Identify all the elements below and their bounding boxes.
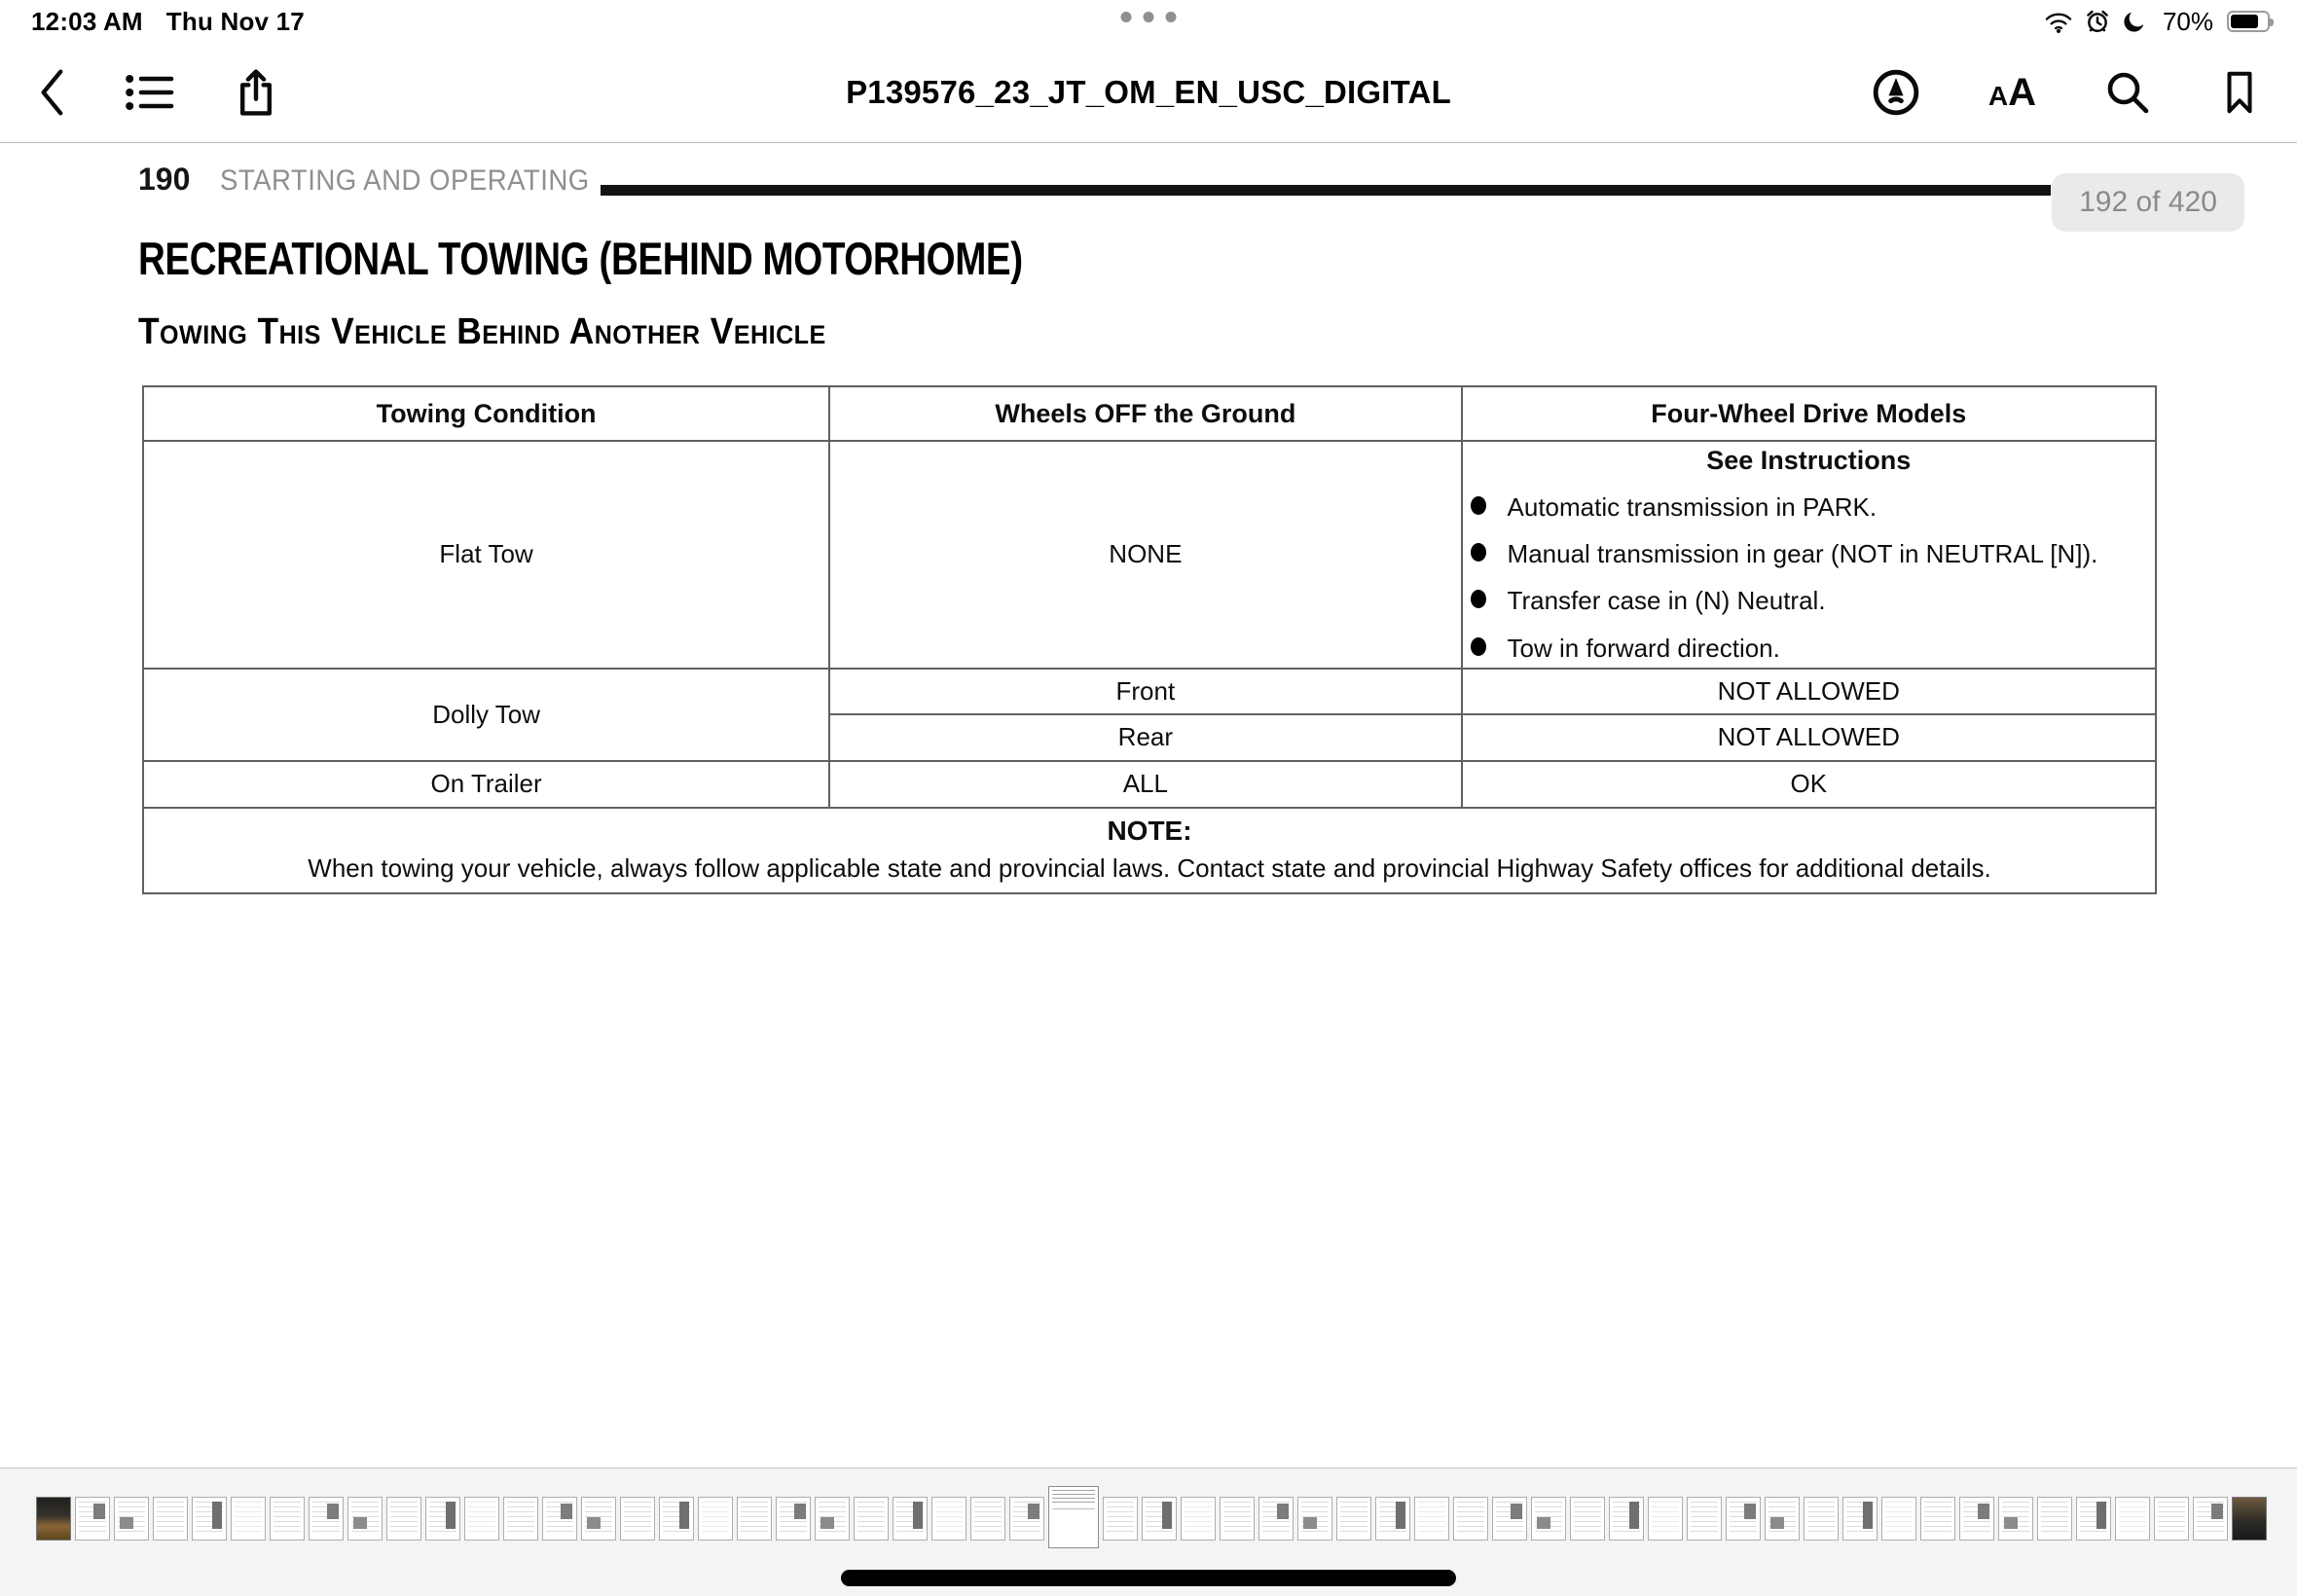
page-thumbnail[interactable] <box>2115 1497 2150 1541</box>
page-thumbnail[interactable] <box>1570 1497 1605 1541</box>
back-button[interactable] <box>37 67 66 118</box>
page-thumbnail[interactable] <box>2193 1497 2228 1541</box>
page-thumbnail[interactable] <box>1531 1497 1566 1541</box>
share-button[interactable] <box>234 65 278 120</box>
page-number: 190 <box>138 162 191 197</box>
page-thumbnail[interactable] <box>1220 1497 1255 1541</box>
status-time: 12:03 AM <box>31 6 143 36</box>
col-header-four-wheel-drive: Four-Wheel Drive Models <box>1462 386 2156 441</box>
current-page-thumbnail[interactable] <box>1048 1486 1099 1548</box>
cell-flat-tow-instructions <box>1462 441 2156 669</box>
page-thumbnail[interactable] <box>581 1497 616 1541</box>
multitask-dots-handle[interactable] <box>1121 12 1177 22</box>
list-item: Transfer case in (N) Neutral. <box>1471 586 2147 616</box>
page-thumbnail[interactable] <box>1765 1497 1800 1541</box>
cell-dolly-front-status: NOT ALLOWED <box>1462 669 2156 714</box>
page-thumbnail[interactable] <box>1336 1497 1371 1541</box>
page-thumbnail[interactable] <box>1453 1497 1488 1541</box>
page-thumbnail[interactable] <box>192 1497 227 1541</box>
cell-dolly-tow: Dolly Tow <box>143 669 829 761</box>
page-thumbnail[interactable] <box>114 1497 149 1541</box>
page-position-badge: 192 of 420 <box>2052 173 2244 232</box>
instructions-list <box>1471 492 2147 664</box>
document-title: P139576_23_JT_OM_EN_USC_DIGITAL <box>846 74 1451 110</box>
table-header-row <box>143 386 2156 441</box>
page-thumbnail[interactable] <box>1687 1497 1722 1541</box>
list-item: Automatic transmission in PARK. <box>1471 492 2147 523</box>
page-thumbnail[interactable] <box>815 1497 850 1541</box>
battery-icon <box>2227 11 2270 32</box>
section-title: STARTING AND OPERATING <box>220 164 590 197</box>
page-thumbnail[interactable] <box>1726 1497 1761 1541</box>
page-thumbnail[interactable] <box>1414 1497 1449 1541</box>
note-label: NOTE: <box>1107 815 1192 846</box>
page-thumbnail[interactable] <box>1959 1497 1994 1541</box>
page-thumbnail[interactable] <box>1258 1497 1294 1541</box>
bullet-icon <box>1471 637 1486 656</box>
page-thumbnail[interactable] <box>970 1497 1005 1541</box>
page-thumbnail[interactable] <box>698 1497 733 1541</box>
cell-on-trailer-status: OK <box>1462 761 2156 808</box>
page-thumbnail[interactable] <box>309 1497 344 1541</box>
page-thumbnail[interactable] <box>1009 1497 1044 1541</box>
list-item: Manual transmission in gear (NOT in NEUTRAL [N]). <box>1471 539 2147 569</box>
search-button[interactable] <box>2104 69 2151 116</box>
note-text: When towing your vehicle, always follow applicable state and provincial laws. Contact state and provincial Highway Safety offices for additional details. <box>308 852 1991 883</box>
page-thumbnail[interactable] <box>1804 1497 1839 1541</box>
thumbnail-row <box>36 1497 2267 1548</box>
page-thumbnail[interactable] <box>1297 1497 1332 1541</box>
markup-icon[interactable] <box>1872 68 1920 117</box>
instructions-title: See Instructions <box>1706 446 1912 475</box>
table-row-on-trailer <box>143 761 2156 808</box>
page-thumbnail[interactable] <box>2154 1497 2189 1541</box>
nav-bar <box>0 43 2297 143</box>
page-thumbnail[interactable] <box>1181 1497 1216 1541</box>
page-thumbnail[interactable] <box>1492 1497 1527 1541</box>
page-thumbnail[interactable] <box>1998 1497 2033 1541</box>
page-thumbnail[interactable] <box>2037 1497 2072 1541</box>
cell-on-trailer-wheels: ALL <box>829 761 1461 808</box>
page-thumbnail[interactable] <box>2076 1497 2111 1541</box>
text-size-label: AA <box>1987 71 2036 114</box>
page-thumbnail[interactable] <box>36 1497 71 1541</box>
page-thumbnail[interactable] <box>854 1497 889 1541</box>
status-date: Thu Nov 17 <box>165 6 305 36</box>
cell-dolly-rear-status: NOT ALLOWED <box>1462 714 2156 761</box>
page-thumbnail[interactable] <box>231 1497 266 1541</box>
page-thumbnail[interactable] <box>1142 1497 1177 1541</box>
list-item: Tow in forward direction. <box>1471 634 2147 664</box>
page-thumbnail[interactable] <box>1842 1497 1878 1541</box>
page-thumbnail[interactable] <box>931 1497 966 1541</box>
page-thumbnail[interactable] <box>347 1497 383 1541</box>
towing-table <box>142 385 2157 894</box>
alarm-icon <box>2085 9 2110 34</box>
bullet-icon <box>1471 543 1486 562</box>
cell-flat-tow-wheels: NONE <box>829 441 1461 669</box>
page-thumbnail[interactable] <box>1648 1497 1683 1541</box>
note-cell <box>143 808 2156 893</box>
table-row-dolly-front <box>143 669 2156 714</box>
cell-dolly-rear-wheels: Rear <box>829 714 1461 761</box>
status-bar <box>0 0 2297 43</box>
page-thumbnail[interactable] <box>153 1497 188 1541</box>
page-subheading: Towing This Vehicle Behind Another Vehicle <box>138 311 826 352</box>
bookmark-button[interactable] <box>2219 67 2260 118</box>
bullet-icon <box>1471 590 1486 608</box>
section-rule <box>601 185 2051 196</box>
page-thumbnail[interactable] <box>620 1497 655 1541</box>
page-thumbnail[interactable] <box>1103 1497 1138 1541</box>
col-header-towing-condition: Towing Condition <box>143 386 829 441</box>
dnd-moon-icon <box>2122 9 2147 34</box>
page-thumbnail[interactable] <box>464 1497 499 1541</box>
page-thumbnail[interactable] <box>270 1497 305 1541</box>
pdf-page <box>0 144 2297 1468</box>
table-row-flat-tow <box>143 441 2156 669</box>
wifi-icon <box>2044 11 2073 33</box>
contents-list-button[interactable] <box>125 71 175 114</box>
page-thumbnail[interactable] <box>425 1497 460 1541</box>
page-thumbnail[interactable] <box>75 1497 110 1541</box>
cell-flat-tow: Flat Tow <box>143 441 829 669</box>
battery-percent: 70% <box>2162 6 2213 36</box>
page-thumbnail[interactable] <box>2232 1497 2267 1541</box>
cell-dolly-front-wheels: Front <box>829 669 1461 714</box>
page-thumbnail[interactable] <box>1881 1497 1916 1541</box>
home-indicator[interactable] <box>841 1570 1456 1586</box>
table-row-note <box>143 808 2156 893</box>
page-thumbnail[interactable] <box>776 1497 811 1541</box>
page-thumbnail[interactable] <box>659 1497 694 1541</box>
page-thumbnail[interactable] <box>893 1497 928 1541</box>
page-scrubber[interactable] <box>0 1468 2297 1596</box>
col-header-wheels-off-ground: Wheels OFF the Ground <box>829 386 1461 441</box>
text-size-button[interactable] <box>1988 73 2036 112</box>
page-thumbnail[interactable] <box>1609 1497 1644 1541</box>
page-heading: RECREATIONAL TOWING (BEHIND MOTORHOME) <box>138 233 1023 284</box>
bullet-icon <box>1471 496 1486 515</box>
page-thumbnail[interactable] <box>1920 1497 1955 1541</box>
cell-on-trailer: On Trailer <box>143 761 829 808</box>
page-thumbnail[interactable] <box>1375 1497 1410 1541</box>
page-thumbnail[interactable] <box>386 1497 421 1541</box>
page-thumbnail[interactable] <box>503 1497 538 1541</box>
page-thumbnail[interactable] <box>737 1497 772 1541</box>
page-thumbnail[interactable] <box>542 1497 577 1541</box>
